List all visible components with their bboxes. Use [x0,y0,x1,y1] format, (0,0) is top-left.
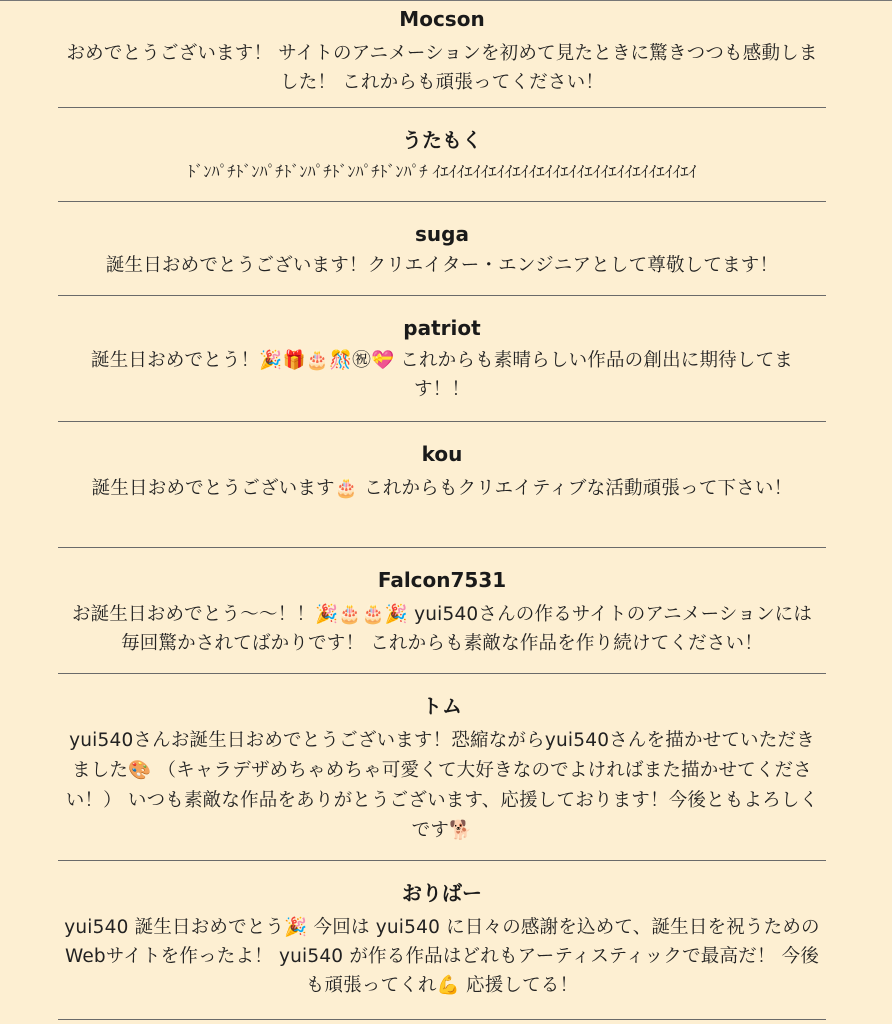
message-text: 誕生日おめでとうございます！クリエイター・エンジニアとして尊敬してます！ [105,255,779,276]
message-author: Mocson [399,7,485,31]
message-text: おめでとうございます！ サイトのアニメーションを初めて見たときに驚きつつも感動しました！ これからも頑張ってください！ [66,43,818,93]
message-card [58,108,826,202]
message-author: おりばー [402,881,482,905]
message-text: 誕生日おめでとうございます🎂 これからもクリエイティブな活動頑張って下さい！ [91,478,793,499]
message-author: うたもく [402,128,482,152]
message-text: yui540さんお誕生日おめでとうございます！恐縮ながらyui540さんを描かせていただきました🎨 （キャラデザめちゃめちゃ可愛くて大好きなのでよければまた描かせてください！） いつも素敵な作品をありがとうございます、応援しております！今後ともよろしくです🐕 [65,730,819,841]
message-author: トム [422,694,462,718]
message-list [58,0,826,1020]
message-author: Falcon7531 [377,568,507,592]
message-card [58,422,826,548]
message-author: kou [421,442,463,466]
message-card [58,674,826,861]
message-text: yui540 誕生日おめでとう🎉 今回は yui540 に日々の感謝を込めて、誕生日を祝うためのWebサイトを作ったよ！ yui540 が作る作品はどれもアーティスティックで最高だ！ 今後も頑張ってくれ💪 応援してる！ [64,917,820,996]
message-card [58,548,826,674]
message-author: patriot [403,316,481,340]
message-card [58,202,826,296]
message-card [58,296,826,422]
message-text: ﾄﾞﾝﾊﾟﾁﾄﾞﾝﾊﾟﾁﾄﾞﾝﾊﾟﾁﾄﾞﾝﾊﾟﾁﾄﾞﾝﾊﾟﾁ ｲｴｲｲｴｲｲｴｲｲｴｲｲｴｲｲｴｲｲｴｲｲｴｲｲｴｲｲｴｲｲｴｲ [187,162,697,181]
message-text: お誕生日おめでとう〜〜！！🎉🎂🎂🎉 yui540さんの作るサイトのアニメーションには毎回驚かされてばかりです！ これからも素敵な作品を作り続けてください！ [71,604,813,654]
message-card [58,861,826,1020]
message-card [58,0,826,108]
message-author: suga [415,222,469,246]
message-text: 誕生日おめでとう！🎉🎁🎂🎊㊗💝 これからも素晴らしい作品の創出に期待してます！！ [91,350,793,400]
